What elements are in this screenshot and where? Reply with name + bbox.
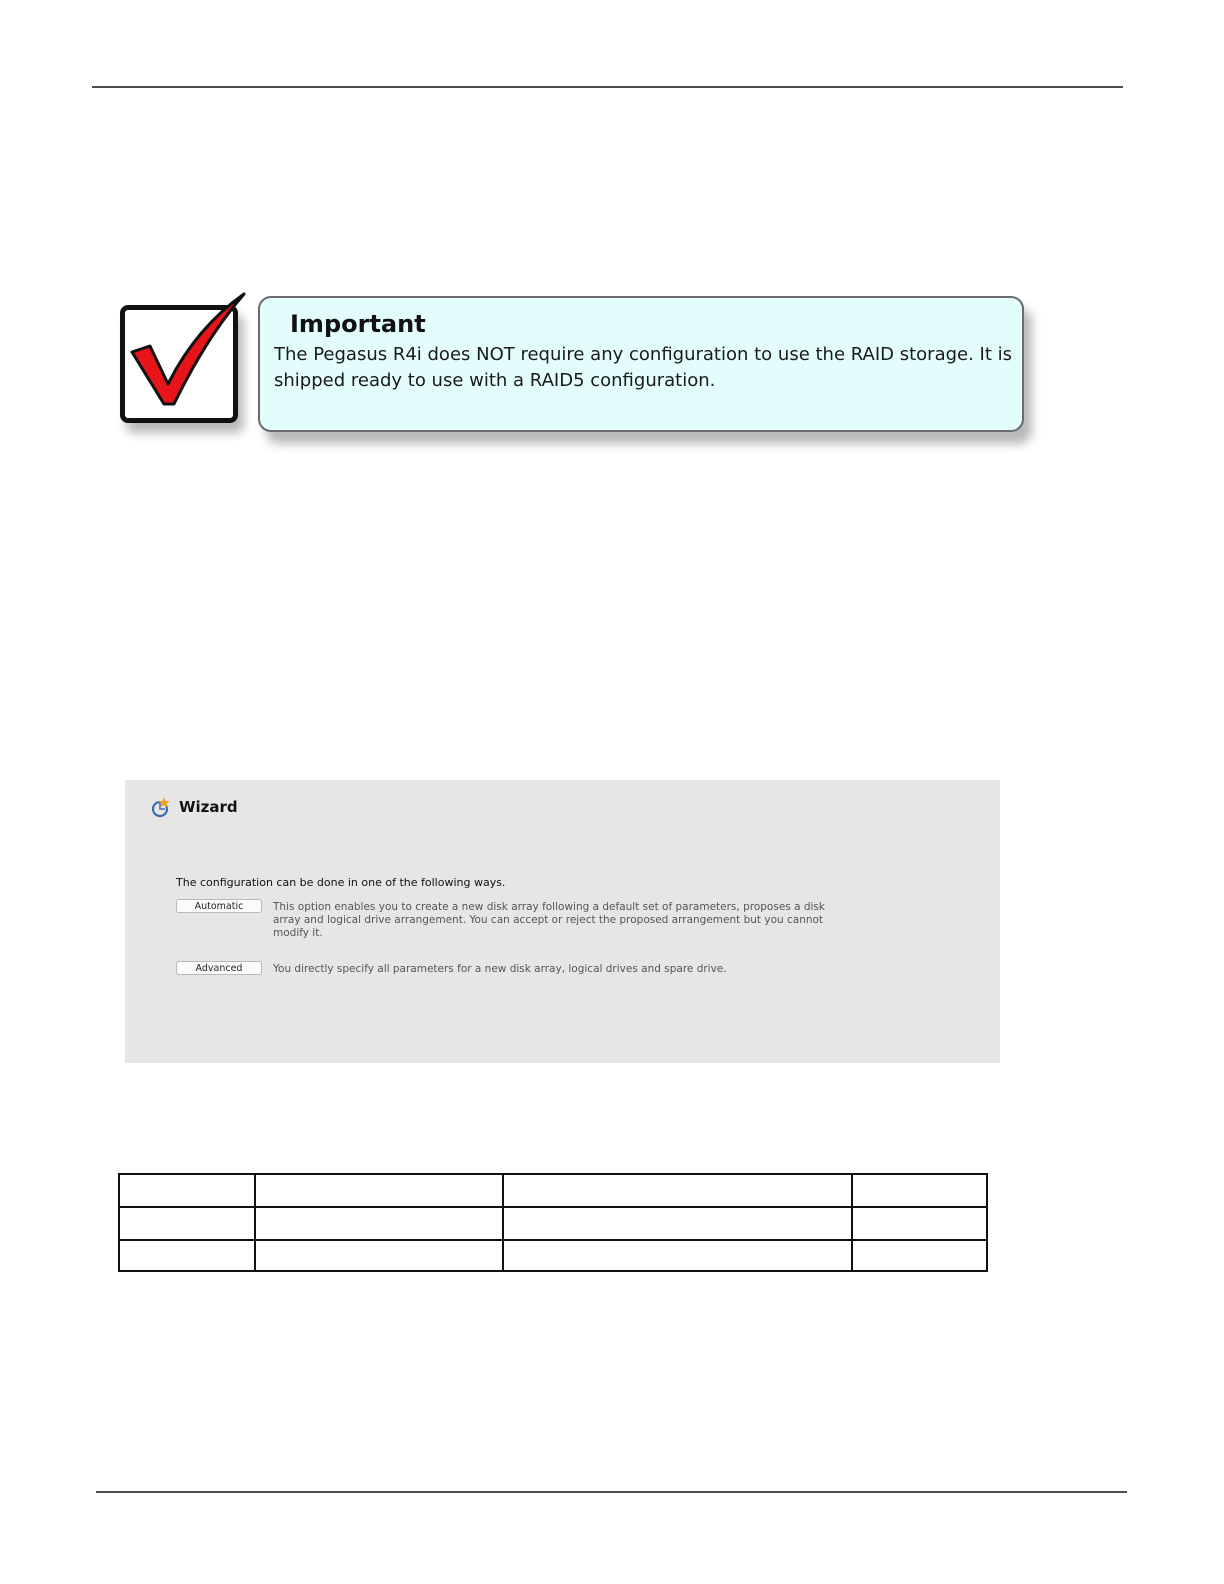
table-cell	[255, 1207, 503, 1240]
table-row	[119, 1240, 987, 1271]
wizard-intro: The configuration can be done in one of the following ways.	[176, 876, 506, 889]
table-row	[119, 1174, 987, 1207]
table-cell	[255, 1174, 503, 1207]
advanced-button[interactable]: Advanced	[176, 961, 262, 975]
table-cell	[119, 1207, 255, 1240]
header-rule	[92, 86, 1123, 88]
footer-rule	[96, 1491, 1127, 1493]
advanced-description: You directly specify all parameters for a new disk array, logical drives and spare drive.	[273, 963, 727, 975]
checkmark-icon	[118, 288, 250, 418]
automatic-description: This option enables you to create a new disk array following a default set of parameters, proposes a disk array and logical drive arrangement. You can accept or reject the proposed arrangement but you cannot modify it.	[273, 901, 825, 939]
important-callout	[258, 296, 1024, 432]
table-cell	[852, 1207, 987, 1240]
table-cell	[255, 1240, 503, 1271]
table-cell	[503, 1174, 852, 1207]
table-cell	[503, 1207, 852, 1240]
table-cell	[503, 1240, 852, 1271]
wizard-title: Wizard	[179, 798, 238, 816]
callout-title: Important	[290, 310, 426, 338]
wizard-icon	[149, 796, 171, 818]
table-cell	[119, 1174, 255, 1207]
automatic-button[interactable]: Automatic	[176, 899, 262, 913]
empty-table	[118, 1173, 988, 1272]
wizard-panel	[125, 780, 1000, 1063]
table-cell	[119, 1240, 255, 1271]
table-cell	[852, 1174, 987, 1207]
callout-text: The Pegasus R4i does NOT require any configuration to use the RAID storage. It is shipped ready to use with a RAID5 configuration.	[274, 344, 1013, 391]
table-row	[119, 1207, 987, 1240]
table-cell	[852, 1240, 987, 1271]
